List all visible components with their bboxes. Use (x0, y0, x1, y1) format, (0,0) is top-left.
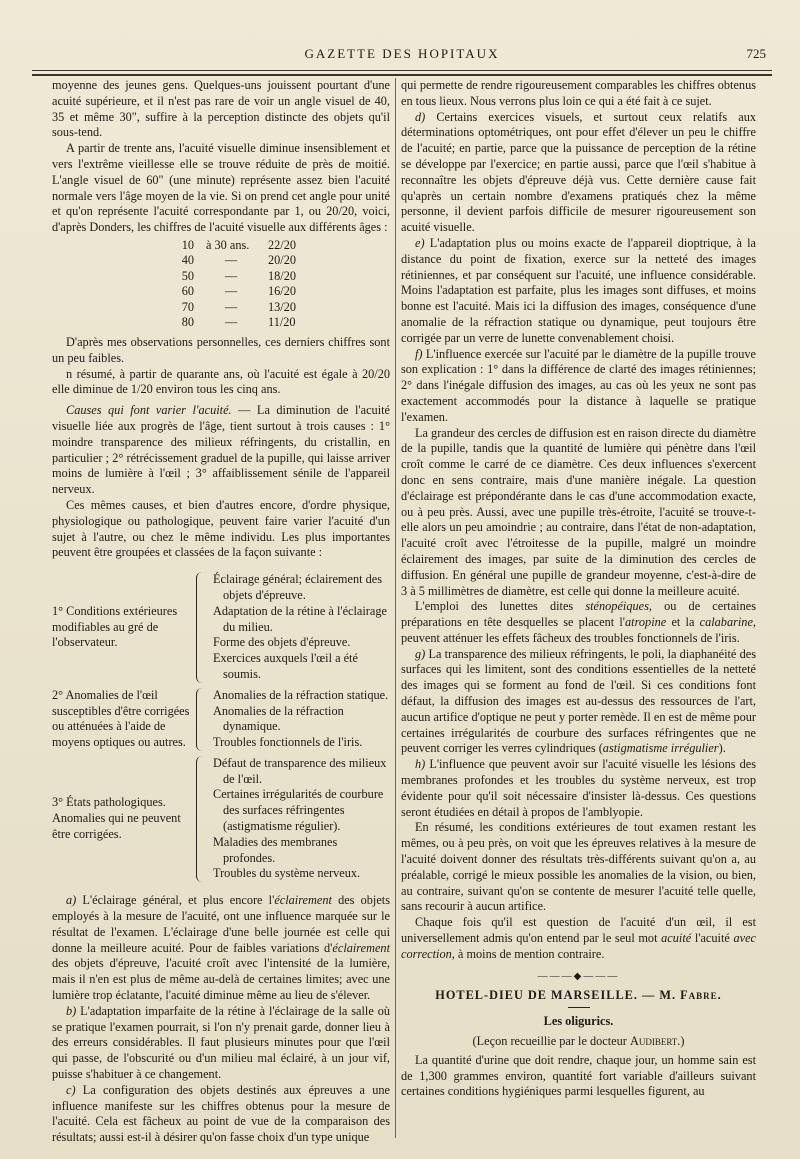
cause-group-label: 3° États pathologiques. Anomalies qui ne peuvent être corrigées. (52, 795, 181, 841)
cause-item: Adaptation de la rétine à l'éclairage du milieu. (213, 603, 387, 634)
separator-cell: — (224, 299, 238, 314)
paragraph-text: des objets employés à la mesure de l'acuité, ont une influence marquée sur le résultat de l'examen. L'éclairage d'une belle journée est celle qui donne la meilleure acuité. Pour de faibles variations d' (52, 893, 390, 955)
item-letter: f) (415, 346, 423, 361)
author-name: Audibert (629, 1034, 678, 1049)
item-letter: a) (66, 893, 77, 908)
short-rule (568, 1007, 590, 1008)
heading-text: HOTEL-DIEU DE MARSEILLE. — M. (435, 988, 681, 1003)
paragraph (52, 893, 390, 1004)
paragraph (52, 403, 390, 498)
paragraph-text: L'adaptation imparfaite de la rétine à l'éclairage de la salle où se pratique l'examen pourrait, si l'on n'y prenait garde, donner lieu à des erreurs considérables. Il faut plusieurs minutes pour que l'œil qui passe, de l'obscurité ou d'un milieu mal éclairé, à un jour vif, puisse s'habituer à ce changement. (52, 1003, 390, 1082)
paragraph (401, 915, 756, 962)
paragraph (52, 1083, 390, 1146)
left-column (52, 78, 390, 1148)
separator-cell: à 30 ans. (206, 237, 250, 252)
cause-group-label: 2° Anomalies de l'œil susceptibles d'être corrigées ou atténuées à l'aide de moyens optiques ou autres. (52, 687, 190, 750)
section-ornament: ———◆——— (537, 970, 620, 982)
cause-item: Maladies des membranes profondes. (213, 834, 338, 865)
paragraph: En résumé, les conditions extérieures de tout examen restant les mêmes, ou à peu près, on voit que les épreuves relatives à la mesure de l'acuité doivent donner des résultats très-différents suivant qu'on a, au préalable, corrigé le mieux possible les anomalies de la vision, ou bien, au contraire, suivant qu'on se contente de mesurer l'acuité telle quelle, sans recourir à aucun artifice. (401, 820, 756, 914)
paragraph (401, 236, 756, 347)
paragraph-text: des objets d'épreuve, l'acuité croît avec l'intensité de la lumière, mais il n'en est plus de même au-delà de certaines limites; avec une lumière trop éclatante, l'acuité diminue même au lieu de s'élever. (52, 956, 390, 1003)
acuity-cell: 20/20 (268, 253, 297, 268)
header-rule-thick (32, 74, 772, 76)
cause-group-label: 1° Conditions extérieures modifiables au gré de l'observateur. (52, 603, 178, 650)
separator-cell: — (224, 268, 238, 283)
acuity-cell: 13/20 (268, 299, 297, 314)
byline-text: (Leçon recueillie par le docteur (472, 1034, 630, 1049)
cause-item: Anomalies de la réfraction statique. (213, 687, 389, 702)
age-cell: 10 (181, 237, 194, 252)
paragraph: D'après mes observations personnelles, ces derniers chiffres sont un peu faibles. (52, 334, 390, 365)
paragraph (401, 347, 756, 426)
paragraph (52, 1004, 390, 1083)
paragraph-text: La configuration des objets destinés aux épreuves a une influence manifeste sur les chiffres obtenus pour la mesure de l'acuité. Cela est fâcheux au point de vue de la comparaison des résultats; aussi est-il à désirer qu'on fasse choix d'un type unique (52, 1082, 390, 1145)
paragraph: qui permette de rendre rigoureusement comparables les chiffres obtenus en tous lieux. Nous verrons plus loin ce qui a été fait à ce sujet. (401, 78, 756, 108)
paragraph-text: , à moins de mention contraire. (451, 946, 605, 961)
table-row (160, 300, 302, 316)
age-cell: 70 (181, 299, 194, 314)
column-divider (395, 78, 396, 1138)
item-letter: g) (415, 646, 426, 661)
separator-cell: — (224, 253, 238, 268)
emphasis: avec correction (401, 931, 756, 961)
paragraph-text: , peuvent atténuer les effets fâcheux des troubles fonctionnels de l'iris. (401, 615, 756, 645)
paragraph: Ces mêmes causes, et bien d'autres encore, d'ordre physique, physiologique ou pathologique, peuvent faire varier l'acuité d'un sujet à l'autre, ou chez le même individu. Les plus importantes peuvent être groupées et classées de la façon suivante : (52, 497, 390, 560)
paragraph: La grandeur des cercles de diffusion est en raison directe du diamètre de la pupille, tandis que la quantité de lumière qui pénètre dans l'œil croît comme le carré de ce diamètre. Ces deux influences s'exercent donc en sens contraire, mais d'une manière inégale. La question d'éclairage est prépondérante dans le cas d'une accommodation exacte, ou à peu près. Aussi, avec une pupille très-étroite, l'acuité se trouve-t-elle alors un peu amoindrie ; au contraire, dans l'état de non-adaptation, l'acuité croît avec l'étroitesse de la pupille, malgré un moindre éclairement des images, par suite de la diminution des cercles de diffusion. En général une pupille de grandeur moyenne, c'est-à-dire de 3 à 5 millimètres de diamètre, est celle qui donne la meilleure acuité. (401, 425, 756, 598)
age-cell: 40 (181, 253, 194, 268)
paragraph-text: L'éclairage général, et plus encore l' (76, 893, 275, 908)
cause-group-items (213, 756, 390, 882)
right-column (401, 78, 756, 1148)
paragraph-text: Certains exercices visuels, et surtout ceux relatifs aux déterminations optométriques, ont pour effet d'élever un peu le chiffre de l'acuité; en partie, parce que la puissance de perception de la rétine se développe par l'exercice; en partie aussi, parce que l'œil s'habitue à reconnaître les objets d'épreuve déjà vus. Cette dernière cause fait qu'après un certain nombre d'examens pratiqués chez la même personne, il devient parfois difficile de mesurer rigoureusement son acuité visuelle. (401, 109, 756, 235)
paragraph-text: , ou de certaines préparations en tête desquelles se placent l' (401, 599, 756, 630)
paragraph-text: ). (718, 741, 726, 756)
table-row (160, 253, 302, 269)
paragraph-text: L'influence que peuvent avoir sur l'acuité visuelle les lésions des membranes profondes et les troubles du système nerveux, est trop évidente pour qu'il soit nécessaire d'insister là-dessus. Ces questions seront étudiées en détail à propos de l'amblyopie. (401, 757, 756, 819)
paragraph (401, 757, 756, 820)
paragraph-text: — La diminution de l'acuité visuelle liée aux progrès de l'âge, tient surtout à trois causes : 1° moindre transparence des milieux réfringents, du cristallin, en particulier ; 2° rétrécissement graduel de la pupille, qui laisse arriver moins de lumière à l'œil ; 3° affaiblissement sénile de l'appareil nerveux. (52, 403, 390, 497)
age-cell: 50 (181, 268, 194, 283)
cause-group-items (213, 688, 390, 751)
section-lead: Causes qui font varier l'acuité. (66, 403, 232, 418)
paragraph-text: L'influence exercée sur l'acuité par le diamètre de la pupille trouve son explication : 1° dans la différence de clarté des images rétiniennes; 2° dans l'inégale diffusion des images, au cas où les yeux ne sont pas exactement accommodés pour la distance à laquelle se pratique l'examen. (401, 346, 756, 424)
age-cell: 60 (181, 284, 194, 299)
cause-item: Anomalies de la réfraction dynamique. (213, 703, 344, 734)
cause-item: Certaines irrégularités de courbure des surfaces réfringentes (astigmatisme régulier). (213, 787, 384, 834)
acuity-cell: 18/20 (268, 268, 297, 283)
article-title: Les oligurics. (543, 1014, 614, 1029)
brace (196, 756, 207, 882)
paragraph: moyenne des jeunes gens. Quelques-uns jouissent pourtant d'une acuité supérieure, et il n'est pas rare de voir un angle visuel de 40, 35 et même 30", suffire à la perception distincte des objets qu'il sous-tend. (52, 78, 390, 140)
emphasis: atropine (625, 615, 667, 630)
cause-item: Exercices auxquels l'œil a été soumis. (213, 651, 358, 681)
separator-cell: — (224, 315, 238, 330)
cause-group (52, 688, 390, 751)
item-letter: b) (66, 1003, 77, 1018)
item-letter: c) (66, 1082, 76, 1097)
cause-item: Troubles fonctionnels de l'iris. (213, 735, 363, 750)
paragraph-text: Chaque fois qu'il est question de l'acuité d'un œil, il est universellement admis qu'on entend par le seul mot (401, 915, 756, 946)
acuity-cell: 22/20 (268, 237, 297, 252)
journal-title: GAZETTE DES HOPITAUX (304, 46, 500, 61)
emphasis: calabarine (699, 615, 753, 630)
cause-item: Défaut de transparence des milieux de l'œil. (213, 755, 387, 786)
brace (196, 688, 207, 751)
paragraph: La quantité d'urine que doit rendre, chaque jour, un homme sain est de 1,300 grammes environ, quantité fort variable d'ailleurs suivant certaines conditions hygiéniques parmi lesquelles figurent, au (401, 1052, 756, 1099)
brace (196, 572, 207, 683)
cause-item: Forme des objets d'épreuve. (213, 635, 351, 650)
emphasis: sténopéiques (585, 599, 649, 614)
table-row (160, 315, 302, 331)
acuity-cell: 16/20 (268, 284, 297, 299)
cause-group (52, 572, 390, 683)
paragraph-text: L'adaptation plus ou moins exacte de l'appareil dioptrique, à la distance du point de fixation, exerce sur la netteté des images rétiniennes, et par conséquent sur l'acuité, une influence considérable. Moins l'adaptation est parfaite, plus les images sont diffuses, et moins bonne est l'acuité. Mais ici la diffusion des images, conséquence d'une anomalie de la réfraction statique ou dynamique, peut toujours être corrigée par un verre de lunette convenablement choisi. (401, 235, 756, 345)
paragraph-text: l'acuité (691, 931, 734, 946)
paragraph-text: et la (666, 615, 700, 630)
acuity-by-age-table (160, 238, 302, 331)
emphasis: astigmatisme irrégulier (602, 741, 719, 756)
cause-group-items (213, 572, 390, 683)
emphasis: acuité (661, 931, 692, 946)
cause-item: Éclairage général; éclairement des objets d'épreuve. (213, 572, 382, 602)
paragraph: n résumé, à partir de quarante ans, où l'acuité est égale à 20/20 elle diminue de 1/20 environ tous les cinq ans. (52, 366, 390, 397)
item-letter: h) (415, 757, 426, 772)
header-rule-thin (32, 70, 772, 71)
paragraph: A partir de trente ans, l'acuité visuelle diminue insensiblement et vers l'extrême vieillesse elle se trouve réduite de près de moitié. L'angle visuel de 60" (une minute) représente assez bien l'acuité normale vers l'âge moyen de la vie. Si on prend cet angle pour unité et qu'on représente l'acuité correspondante par 1, ou 20/20, voici, d'après Donders, les chiffres de l'acuité visuelle aux différents âges : (52, 141, 390, 235)
item-letter: e) (415, 235, 425, 250)
table-row (160, 269, 302, 285)
byline-text: .) (677, 1034, 685, 1049)
cause-item: Troubles du système nerveux. (213, 866, 361, 881)
item-letter: d) (415, 109, 426, 124)
paragraph-text: L'emploi des lunettes dites (415, 599, 586, 614)
paragraph (401, 110, 756, 236)
cause-group (52, 756, 390, 882)
section-heading (401, 988, 756, 1004)
age-cell: 80 (181, 315, 194, 330)
emphasis: éclairement (274, 893, 332, 908)
table-row (160, 238, 302, 254)
paragraph (401, 599, 756, 646)
author-name: Fabre (680, 988, 718, 1003)
separator-cell: — (224, 284, 238, 299)
article-byline (401, 1034, 756, 1050)
table-row (160, 284, 302, 300)
causes-classification (52, 567, 390, 887)
paragraph-text: La transparence des milieux réfringents, le poli, la diaphanéité des surfaces qui les limitent, sont des conditions essentielles de la netteté des images qui se forment au fond de l'œil. Si ces conditions font défaut, la diffusion des images est au-dessus des ressources de l'art, aucun artifice d'optique ne peut y porter remède. Il en est de même pour certaines irrégularités de courbure des surfaces réfringentes que ne peuvent corriger les verres cylindriques ( (401, 646, 756, 756)
page-header (32, 40, 772, 74)
emphasis: éclairement (332, 940, 390, 955)
paragraph (401, 647, 756, 758)
page-number: 725 (746, 46, 766, 61)
heading-text: . (717, 988, 722, 1003)
acuity-cell: 11/20 (268, 315, 296, 330)
